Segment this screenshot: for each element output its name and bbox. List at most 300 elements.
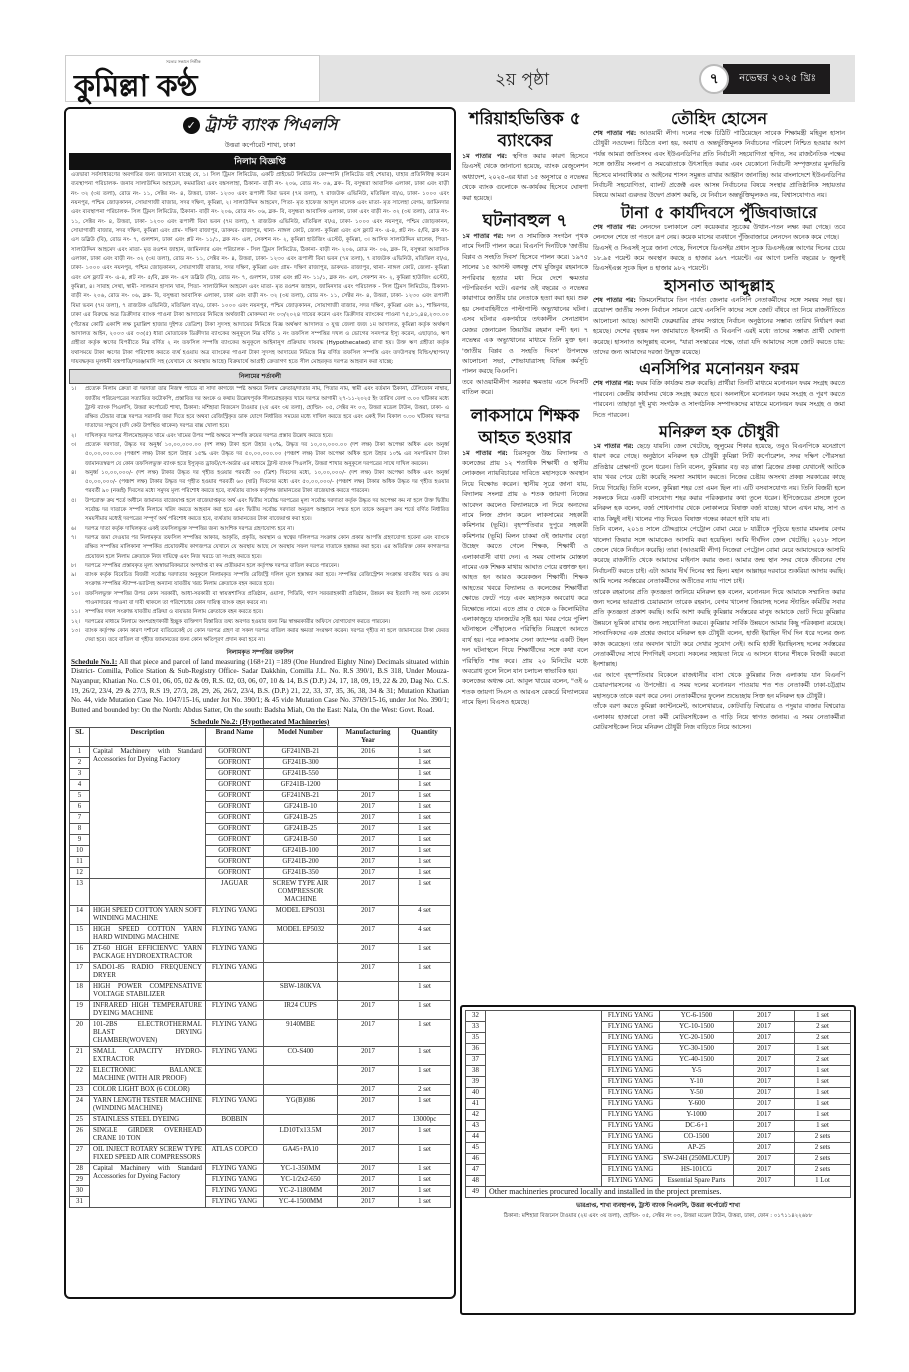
table-row	[70, 1163, 451, 1174]
condition-item	[69, 469, 451, 497]
cell-sl: 36	[466, 1044, 486, 1055]
cell-quantity: 1 set	[399, 1019, 451, 1046]
col-description: Description	[90, 727, 206, 746]
cell-quantity: 2 sets	[795, 1154, 851, 1165]
headline: তৌহিদ হোসেন	[670, 109, 768, 128]
article-body-2: তিনি বলেন, ২০১৪ সালে চৌদ্দগ্রামে পেট্রোল বোমা মেরে ৮ যাত্রীকে পুড়িয়ে হত্যার মামলায় বেগম খালেদা জিয়ার সঙ্গে আমাকেও আসামি করা হয়েছিল। আমি দীর্ঘদিন জেল খেটেছি। ২০১৮ সালে জেলে থেকে নির্বাচন করেছি। তারা (আওয়ামী লীগ) নিজেরা পেট্রোল বোমা মেরে আমাদেরকে আসামি করেছে রাজনীতি থেকে আমাদের মাইনাস করার জন্য। আমার জন্ম স্থান সদর থেকে জীবনের শেষ নির্বাচনটি করতে চাই। এটা আমার দীর্ঘ দিনের স্বপ্ন ছিল। মহান আল্লাহর দরবারে শুকরিয়া আদায় করছি। আমি দলের সর্বস্তরের নেতাকর্মীদের অতীতের ন্যায় পাশে চাই।	[593, 526, 845, 586]
cell-quantity: 1 set	[795, 1099, 851, 1110]
cell-brand: GOFRONT	[206, 768, 264, 779]
cell-year: 2017	[338, 962, 399, 981]
condition-number: ৯।	[71, 572, 77, 579]
machinery-table-continued	[460, 1005, 856, 1315]
cell-year	[338, 779, 399, 790]
cell-model: YC-2-1180MM	[264, 1185, 338, 1196]
cell-year: 2017	[338, 812, 399, 823]
condition-number: ১২।	[71, 618, 80, 625]
cell-brand: FLYING YANG	[602, 1154, 660, 1165]
cell-model: GF241B-100	[264, 845, 338, 856]
article-monirul-haque	[593, 421, 845, 733]
cell-model: Y-10	[660, 1077, 734, 1088]
cell-sl: 41	[466, 1099, 486, 1110]
cell-sl: 8	[70, 823, 90, 834]
cell-quantity: 1 set	[399, 1185, 451, 1196]
masthead	[65, 55, 855, 102]
cell-model: SCREW TYPE AIR COMPRESSOR MACHINE	[264, 878, 338, 905]
cell-year: 2017	[338, 1144, 399, 1163]
article-body-2: তবে আওয়ামীলীগ সরকার ক্ষমতায় এসে দিবসটি বাতিল করে।	[462, 378, 588, 397]
cell-model: GF241B-550	[264, 768, 338, 779]
cell-sl: 28	[70, 1163, 90, 1174]
cell-model: MODEL EP5032	[264, 924, 338, 943]
cell-sl: 19	[70, 1000, 90, 1019]
cell-sl: 42	[466, 1110, 486, 1121]
logo-text: কুমিল্লা কণ্ঠ	[74, 69, 197, 104]
condition-number: ৩।	[71, 442, 77, 448]
cell-quantity: 1 set	[399, 943, 451, 962]
cell-sl: 10	[70, 845, 90, 856]
cell-model: MODEL EPSO31	[264, 905, 338, 924]
cell-brand: GOFRONT	[206, 801, 264, 812]
condition-text: প্রত্যেক দরদাতা, উদ্ধৃত দর অনুর্ধ্ব ১০,০০,০০০.০০ (দশ লক্ষ) টাকা হলে উহার ২০%, উদ্ধৃত দর ১০,০০,০০০.০০ (দশ লক্ষ) টাকা অপেক্ষা অধিক এবং অনুর্ধ্ব ৫০,০০,০০০.০০ (পঞ্চাশ লক্ষ) টাকা হলে উহার ১৫% এবং উদ্ধৃত দর ৫০,০০,০০০.০০ (পঞ্চাশ লক্ষ) টাকা অপেক্ষা অধিক হলে উহার ১০% এর সমপরিমাণ টাকা জামানতস্বরূপ যে কোন তফসিলভুক্ত ব্যাংক হতে ইস্যুকৃত ড্রাফট/পে-অর্ডার এর মাধ্যমে ট্রাস্ট ব্যাংক পিএলসি, উত্তরা শাখার অনুকূলে দরপত্রের সাথে দাখিল করবেন।	[85, 442, 449, 467]
cell-model: YC-6-1500	[660, 1011, 734, 1022]
cell-brand: GOFRONT	[206, 779, 264, 790]
cell-quantity: 1 set	[399, 768, 451, 779]
cell-sl: 38	[466, 1066, 486, 1077]
cell-model	[264, 1065, 338, 1084]
bank-name: ট্রাস্ট ব্যাংক পিএলসি	[204, 115, 338, 134]
cell-year: 2017	[338, 801, 399, 812]
bank-header	[69, 112, 451, 151]
cell-model: GF241B-200	[264, 856, 338, 867]
bank-branch: উত্তরা কর্পোরেট শাখা, ঢাকা	[224, 141, 296, 149]
condition-item	[69, 571, 451, 590]
cell-model: YC-1/2x2-650	[264, 1174, 338, 1185]
cell-model: YC-30-1500	[660, 1044, 734, 1055]
issue-date	[699, 63, 830, 95]
cell-brand: GOFRONT	[206, 757, 264, 768]
cell-description: Capital Machinery with Standard Accessories for Dyeing Factory	[90, 1163, 206, 1207]
cell-brand: JAGUAR	[206, 878, 264, 905]
cell-model: GF241B-350	[264, 867, 338, 878]
cell-model: HS-101CG	[660, 1165, 734, 1176]
cell-year: 2017	[338, 1174, 399, 1185]
cell-model: YG(B)086	[264, 1095, 338, 1114]
cell-model: YC-40-1500	[660, 1055, 734, 1066]
cell-brand: FLYING YANG	[602, 1176, 660, 1187]
schedule-1-text: All that piece and parcel of land measuring (168+21) =189 (One Hundred Eighty Nine) Decimals situated within District- Comilla, Police Station & Sub-Registry Office- Sadar Dakkhin, Comilla J.L. No. R.S 390/1, B.S 318, Under Mouza- Nayanpur, Khatian No. C.S 01, 06, 05, 02 & 09, R.S. 02, 03, 06, 07, 10 & 14, B.S (D.P.) 24, 17, 18, 09, 19, 22 & 20, Dag No. C.S. 19, 26/2, 23/4, 29 & 27/3, R.S 19, 27/3, 28, 29, 26, 26/2, 23/4, B.S. (D.P.) 21, 22, 33, 37, 35, 36, 38, 34 & 31; Mutation Khatian No. 44, vide Mutation Case No. 1047/15-16, under Jot No. 390/1; & 45 vide Mutation Case No. 3769/15-16, under Jot No. 390/1; Butted and bounded by: On the North: Abdus Satter, On the south: Badsha Miah, On the East: Nala, On the West: Govt. Road.	[71, 657, 449, 715]
cell-brand: FLYING YANG	[206, 1019, 264, 1046]
condition-number: ৭।	[71, 534, 77, 541]
notice-title: নিলাম বিজ্ঞপ্তি	[69, 153, 451, 170]
article-stock-market	[593, 202, 845, 275]
cell-model: CO-S400	[264, 1046, 338, 1065]
cell-sl: 7	[70, 812, 90, 823]
cell-brand: GOFRONT	[206, 746, 264, 757]
cell-description: HIGH POWER COMPENSATIVE VOLTAGE STABILIZER	[90, 981, 206, 1000]
cell-quantity: 1 set	[399, 790, 451, 801]
cell-year: 2017	[338, 1046, 399, 1065]
cell-brand: FLYING YANG	[602, 1033, 660, 1044]
cell-quantity: 1 set	[399, 757, 451, 768]
machinery-table-2	[465, 1010, 851, 1198]
cell-quantity: 1 set	[399, 823, 451, 834]
cell-sl: 35	[466, 1033, 486, 1044]
cell-quantity: 1 set	[399, 1000, 451, 1019]
cell-brand	[206, 1065, 264, 1084]
cell-brand	[206, 1125, 264, 1144]
cell-model: GF241NB-21	[264, 790, 338, 801]
cell-quantity: 1 set	[399, 1174, 451, 1185]
cell-year: 2017	[338, 1125, 399, 1144]
cell-quantity: 2 set	[795, 1055, 851, 1066]
cell-year: 2017	[338, 790, 399, 801]
condition-number: ৮।	[71, 562, 77, 569]
condition-text: দরপত্র দাতা কর্তৃক দাখিলকৃত একই তফসিলভুক্ত সম্পত্তির জন্য আংশিক দরপত্র গ্রহণযোগ্য হবে না।	[85, 525, 294, 532]
cell-sl: 26	[70, 1125, 90, 1144]
cell-brand	[206, 1084, 264, 1095]
cell-brand: FLYING YANG	[602, 1110, 660, 1121]
cell-description: Capital Machinery with Standard Accessories for Dyeing Factory	[90, 746, 206, 878]
cell-sl: 4	[70, 779, 90, 790]
article-body: শেষ পাতার পর: লেনদেন চলাকালে বেশ কয়েকবার সূচকের উত্থান-পতন লক্ষ্য করা গেছে। তবে লেনদেন শেষে তা পতনে রূপ নেয়। কয়েক মাসের ব্যবধানে পুঁজিবাজারে লেনদেন অনেক কমে গেছে।	[593, 223, 845, 242]
cell-model: Y-1000	[660, 1110, 734, 1121]
condition-item	[69, 497, 451, 525]
cell-quantity: 1 set	[399, 834, 451, 845]
cell-description: HIGH SPEED COTTON YARN HARD WINDING MACHINE	[90, 924, 206, 943]
cell-sl: 40	[466, 1088, 486, 1099]
cell-brand: FLYING YANG	[602, 1011, 660, 1022]
cell-model: GF241NB-21	[264, 746, 338, 757]
cell-model: SW-24H (250ML/CUP)	[660, 1154, 734, 1165]
cell-brand: GOFRONT	[206, 845, 264, 856]
cell-sl: 24	[70, 1095, 90, 1114]
table-row	[70, 878, 451, 905]
conditions-title: নিলামের শর্তাবলী	[69, 369, 451, 384]
cell-brand: FLYING YANG	[206, 905, 264, 924]
cell-quantity: 1 set	[399, 962, 451, 981]
cell-quantity: 2 sets	[795, 1165, 851, 1176]
cell-sl: 11	[70, 856, 90, 867]
condition-text: অনুর্ধ্ব ১০,০০,০০০/- (দশ লক্ষ) টাকার উদ্ধৃত দর গৃহীত হওয়ার পরবর্তী ৩০ (ত্রিশ) দিবসের মধ্যে, ১০,০০,০০০/- (দশ লক্ষ) টাকা অপেক্ষা অধিক এবং অনুর্ধ্ব ৫০,০০,০০০/- (পঞ্চাশ লক্ষ) টাকার উদ্ধৃত দর গৃহীত হওয়ার পরবর্তী ৬০ (ষাট) দিবসের মধ্যে এবং ৫০,০০,০০০/- (পঞ্চাশ লক্ষ) টাকার অধিক উদ্ধৃত দর গৃহীত হওয়ার পরবর্তী ৯০ (নব্বই) দিবসের মধ্যে সমুদয় মূল্য পরিশোধ করতে হবে, ব্যর্থতায় ব্যাংক কর্তৃপক্ষ জামানতের টাকা বাজেয়াপ্ত করতে পারবেন।	[85, 469, 449, 495]
cell-quantity: 1 set	[399, 1065, 451, 1084]
cell-model: CO-1500	[660, 1132, 734, 1143]
condition-number: ২।	[71, 432, 77, 439]
cell-year: 2017	[734, 1132, 795, 1143]
cell-year: 2017	[734, 1176, 795, 1187]
cell-quantity: 1 set	[795, 1044, 851, 1055]
cell-brand: GOFRONT	[206, 790, 264, 801]
cell-sl: 49	[466, 1187, 486, 1198]
cell-quantity: 2 sets	[795, 1143, 851, 1154]
table-row	[70, 1144, 451, 1163]
cell-brand: FLYING YANG	[206, 962, 264, 981]
cell-brand: FLYING YANG	[206, 1046, 264, 1065]
table-row	[70, 1095, 451, 1114]
cell-model: YC-4-1500MM	[264, 1196, 338, 1207]
schedule-1	[69, 658, 451, 716]
cell-brand: FLYING YANG	[206, 1163, 264, 1174]
condition-number: ১০।	[71, 590, 80, 597]
cell-year: 2017	[338, 924, 399, 943]
cell-brand: GOFRONT	[206, 867, 264, 878]
headline: লাকসামে শিক্ষক আহত হওয়ার	[470, 405, 580, 448]
article-shariah-banks	[462, 108, 588, 204]
condition-text: প্রত্যেক নিলাম ক্রেতা বা দরদাতা তার নিজস্ব প্যাডে বা সাদা কাগজে স্পষ্ট অক্ষরে নিলাম ক্রেতার/দাতার নাম, পিতার নাম, স্বামী এবং বর্তমান ঠিকানা, টেলিফোন নাম্বার, জাতীয় পরিচয়পত্রের সত্যায়িত ফটোকপি, প্রস্তাবিত দর অংকে ও কথায় উল্লেখপূর্বক সীলমোহরকৃত খামে দরপত্র আগামী ২৭-১১-২০২৫ ইং তারিখ বেলা ৩.০০ ঘটিকার মধ্যে ট্রাস্ট ব্যাংক পিএলসি, উত্তরা কর্পোরেট শাখা, ঠিকানা: মশিহারা বিজনেস টাওয়ার (২য় এবং ৩য় তলা), হোল্ডিং- ০৫, সেক্টর নং ০৩, উত্তরা মডেল টাউন, উত্তরা, ঢাকা- এ রক্ষিত টেন্ডার বাক্সে দরপত্র সরাসরি জমা দিতে হবে অথবা রেজিস্ট্রিকৃত ডাক যোগে নির্ধারিত সময়ের মধ্যে দাখিল করতে হবে এবং একই দিন বিকাল ৩.৩০ ঘটিকায় দরপত্র দাতাদের সম্মুখে (যদি কেউ উপস্থিত থাকেন) দরপত্র বাক্স খোলা হবে।	[85, 386, 449, 430]
cell-model: DC-6+1	[660, 1121, 734, 1132]
cell-model: AP-25	[660, 1143, 734, 1154]
condition-number: ৪।	[71, 469, 77, 476]
cell-year: 2017	[338, 905, 399, 924]
cell-brand: FLYING YANG	[206, 943, 264, 962]
cell-quantity: 2 sets	[795, 1132, 851, 1143]
cell-description: SADO1-85 RADIO FREQUENCY DRYER	[90, 962, 206, 981]
cell-sl: 33	[466, 1022, 486, 1033]
cell-brand	[206, 981, 264, 1000]
cell-description: INFRARED HIGH TEMPERATURE DYEING MACHINE	[90, 1000, 206, 1019]
cell-quantity: 13000pc	[399, 1114, 451, 1125]
cell-brand: FLYING YANG	[602, 1088, 660, 1099]
cell-model: IR24 CUPS	[264, 1000, 338, 1019]
cell-quantity: 1 set	[399, 1196, 451, 1207]
cell-quantity: 1 set	[399, 801, 451, 812]
headline: মনিরুল হক চৌধুরী	[659, 421, 779, 441]
cell-sl: 12	[70, 867, 90, 878]
article-touhid-hossain	[593, 108, 845, 202]
cell-year: 2017	[338, 823, 399, 834]
cell-brand: FLYING YANG	[602, 1165, 660, 1176]
condition-text: তফসিলভুক্ত সম্পত্তির উপর কোন সরকারী, আধা-সরকারী বা স্বায়ত্তশাসিত প্রতিষ্ঠান, ওয়াসা, পিডিবি, গ্যাস সরবরাহকারী প্রতিষ্ঠান, উন্নয়ন কর ইত্যাদি সহ অন্য যেকোন পাওনাদারের পাওনা বা দাবী থাকলে তা পরিশোধের কোন দায়িত্ব ব্যাংক বহন করবে না।	[85, 590, 449, 607]
cell-sl: 15	[70, 924, 90, 943]
cell-model	[264, 1114, 338, 1125]
cell-sl: 46	[466, 1154, 486, 1165]
newspaper-logo[interactable]	[65, 55, 320, 102]
cell-quantity: 4 set	[399, 905, 451, 924]
cell-year: 2017	[338, 1000, 399, 1019]
cell-quantity: 1 set	[795, 1011, 851, 1022]
machinery-table	[69, 727, 451, 1208]
cell-brand: FLYING YANG	[602, 1143, 660, 1154]
cell-description: 101-2BS ELECTROTHERMAL BLAST DRYING CHAMBER(WOVEN)	[90, 1019, 206, 1046]
cell-brand: FLYING YANG	[206, 1000, 264, 1019]
cell-sl: 2	[70, 757, 90, 768]
cell-sl: 1	[70, 746, 90, 757]
headline: ঘটনাবহুল ৭	[482, 211, 568, 232]
table-row	[70, 1065, 451, 1084]
cell-year: 2017	[338, 943, 399, 962]
cell-brand: FLYING YANG	[206, 1095, 264, 1114]
cell-description: HIGH SPEED COTTON YARN SOFT WINDING MACHINE	[90, 905, 206, 924]
schedule-2-title: Schedule No.2: (Hypothecated Machineries)	[190, 716, 330, 726]
table-row	[70, 943, 451, 962]
headline: শরিয়াহভিত্তিক ৫ ব্যাংকের	[469, 109, 581, 151]
table-row	[70, 1046, 451, 1065]
cell-model: GF241B-25	[264, 812, 338, 823]
cell-sl: 16	[70, 943, 90, 962]
table-header-row	[70, 727, 451, 746]
cell-quantity: 2 set	[795, 1022, 851, 1033]
cell-description: SINGLE GIRDER OVERHEAD CRANE 10 TON	[90, 1125, 206, 1144]
article-body: ১ম পাতার পর: ছেড়ে যায়নি। জেল খেটেছে, জুলুমের শিকার হয়েছে, তবুও বিএনপিকে মনেপ্রাণে ধারণ করে গেছে। অনুষ্ঠানে মনিরুল হক চৌধুরী কুমিল্লা সিটি কর্পোরেশন, সদর দক্ষিণ পৌরসভা প্রতিষ্ঠার প্রেক্ষাপট তুলে ধরেন। তিনি বলেন, কুমিল্লার বড় বড় রাস্তা ব্রিজের প্রকল্প যেখানেই আটকে যায় খবর পেয়ে চেষ্টা করেছি সমস্যা সমাধান করতে। নিজের চেষ্টায় অসংখ্য প্রকল্প সরকারের কাছে নিয়ে গিয়েছি। তিনি বলেন, কুমিল্লা শহর তো এমন ছিল না। এটি বসবাসযোগ্য নয়। তিনি বিজয়ী হলে সকলকে নিয়ে একটি বাসযোগ্য শহর করার পরিকল্পনার কথা তুলে ধরেন। ইপিজেডের প্রসঙ্গে তুলে মনিরুল হক বলেন, বর্জ্য শোধনাগার থেকে লোকালয়ে বিষাক্ত বর্জ্য যাচ্ছে। খালে এখন মাছ, সাপ ও ব্যাঙ কিছুই নাই। খালের পাড় দিয়েও বিষাক্ত গন্ধের কারণে হাটা যায় না।	[593, 442, 845, 523]
cell-brand: FLYING YANG	[206, 1185, 264, 1196]
condition-number: ১।	[71, 386, 77, 393]
article-body-2: কলেজের অধ্যক্ষ মো. আবুল খায়ের বলেন, "ওই ৬ শতক জায়গা সিএস ও আরএস রেকর্ডে বিদ্যালয়ের নামে ছিল। বিএসও হয়েছে।	[462, 678, 588, 707]
cell-year: 2017	[734, 1055, 795, 1066]
table-row	[70, 924, 451, 943]
cell-year: 2017	[734, 1099, 795, 1110]
cell-sl: 20	[70, 1019, 90, 1046]
article-ncp-nomination	[593, 358, 845, 421]
cell-brand: FLYING YANG	[602, 1077, 660, 1088]
cell-quantity: 1 Lot	[795, 1176, 851, 1187]
cell-sl: 5	[70, 790, 90, 801]
cell-sl: 23	[70, 1084, 90, 1095]
cell-year: 2017	[338, 1163, 399, 1174]
cell-brand: FLYING YANG	[602, 1132, 660, 1143]
cell-year: 2017	[338, 1065, 399, 1084]
cell-year: 2017	[734, 1044, 795, 1055]
table-row	[70, 746, 451, 757]
cell-quantity: 1 set	[399, 779, 451, 790]
cell-year: 2017	[734, 1033, 795, 1044]
cell-sl: 13	[70, 878, 90, 905]
cell-description	[90, 878, 206, 905]
cell-model: GF241B-50	[264, 834, 338, 845]
cell-sl: 6	[70, 801, 90, 812]
cell-sl: 3	[70, 768, 90, 779]
cell-quantity: 1 set	[399, 812, 451, 823]
table-row	[466, 1187, 851, 1198]
schedule-1-label: Schedule No.1:	[71, 657, 118, 666]
cell-year: 2017	[338, 834, 399, 845]
cell-model	[264, 1084, 338, 1095]
cell-model: 9140MBE	[264, 1019, 338, 1046]
cell-brand: GOFRONT	[206, 834, 264, 845]
cell-description: OIL INJECT ROTARY SCREW TYPE FIXED SPEED AIR COMPRESSORS	[90, 1144, 206, 1163]
cell-sl: 30	[70, 1185, 90, 1196]
cell-description: STAINLESS STEEL DYEING	[90, 1114, 206, 1125]
cell-year: 2017	[734, 1066, 795, 1077]
cell-brand: FLYING YANG	[206, 924, 264, 943]
cell-quantity: 1 set	[399, 981, 451, 1000]
cell-model: YC-20-1500	[660, 1033, 734, 1044]
col-brand: Brand Name	[206, 727, 264, 746]
cell-quantity: 1 set	[399, 867, 451, 878]
cell-brand: GOFRONT	[206, 823, 264, 834]
headline: হাসনাত আব্দুল্লাহ	[664, 275, 774, 295]
condition-text: দরপত্রে সম্পত্তির প্রস্তাবকৃত মূল্য অস্বাভাবিকভাবে অপর্যাপ্ত বা কম প্রতীয়মান হলে কর্তৃপক্ষ দরপত্র বাতিল করতে পারবেন।	[85, 562, 339, 569]
article-laksam-teacher	[462, 405, 588, 709]
table-row	[70, 1114, 451, 1125]
article-body-2: ডিএসই ও সিএসই সূত্রে জানা গেছে, দিনশেষে ডিএসইর প্রধান সূচক ডিএসইএক্স আগের দিনের চেয়ে ১৮.৯৫ পয়েন্ট কমে অবস্থান করছে ৪ হাজার ৯৬৭ পয়েন্টে। এর আগে চলতি বছরের ৮ জুলাই ডিএসইএক্স সূচক ছিল ৪ হাজার ৯৮২ পয়েন্টে।	[593, 244, 845, 273]
cell-description	[486, 1011, 602, 1187]
article-body: শেষ পাতার পর: জিমনেশিয়ামে তিন পার্বত্য জেলার এনসিপি নেতাকর্মীদের সঙ্গে সমন্বয় সভা হয়। ত্রয়োদশ জাতীয় সংসদ নির্বাচন সামনে রেখে এনসিপি কাদের সঙ্গে জোট বাঁধবে তা নিয়ে রাজনীতিতে আলোচনা আছে। আগামী ফেব্রুয়ারির প্রথম সপ্তাহে নির্বাচন অনুষ্ঠানের সম্ভাব্য তারিখ নির্ধারণ করা হয়েছে। দেশের বৃহত্তম দল জামায়াতে ইসলামী ও বিএনপি এরই মধ্যে তাদের সম্ভাব্য প্রার্থী ঘোষণা করেছে। হাসনাত আব্দুল্লাহ বলেন, "যারা সংস্কারের পক্ষে, তারা যদি আমাদের সঙ্গে জোট করতে চায়: তাদের জন্য আমাদের দরজা উন্মুক্ত রয়েছে।	[593, 296, 845, 356]
cell-brand: ATLAS COPCO	[206, 1144, 264, 1163]
cell-model: Essential Spare Parts	[660, 1176, 734, 1187]
condition-text: সম্পত্তির দখল সংক্রান্ত যাবতীয় প্রক্রিয়া ও ব্যয়ভার নিলাম ক্রেতাকে বহন করতে হবে।	[85, 609, 264, 616]
condition-item	[69, 534, 451, 562]
cell-quantity: 1 set	[399, 856, 451, 867]
right-column	[593, 108, 845, 733]
cell-year: 2017	[338, 1114, 399, 1125]
condition-item	[69, 627, 451, 646]
cell-brand: FLYING YANG	[602, 1066, 660, 1077]
cell-brand: FLYING YANG	[602, 1121, 660, 1132]
cell-quantity: 1 set	[795, 1110, 851, 1121]
cell-brand: FLYING YANG	[206, 1196, 264, 1207]
condition-text: ব্যাংক কর্তৃপক্ষ কোন কারণ দর্শানো ব্যতিরেকেই যে কোন দরপত্র গ্রহণ বা সকল দরপত্র বাতিল করার ক্ষমতা সংরক্ষণ করেন। দরপত্র গৃহীত না হলে জামানতের টাকা ফেরত দেয়া হবে। তবে বাতিল বা গৃহীত জামানতের জন্য কোন ক্ষতিপূরণ প্রদান করা হবে না।	[85, 627, 449, 644]
cell-sl: 21	[70, 1046, 90, 1065]
cell-description: Other machineries procured locally and installed in the project premises.	[486, 1187, 851, 1198]
cell-year	[338, 768, 399, 779]
cell-sl: 31	[70, 1196, 90, 1207]
table-row	[70, 962, 451, 981]
middle-column	[462, 108, 588, 709]
cell-sl: 43	[466, 1121, 486, 1132]
cell-model: Y-600	[660, 1099, 734, 1110]
condition-number: ৬।	[71, 525, 77, 532]
article-hasnat-abdullah	[593, 275, 845, 358]
cell-brand: GOFRONT	[206, 812, 264, 823]
condition-item	[69, 441, 451, 469]
cell-year	[338, 981, 399, 1000]
cell-year: 2017	[338, 1019, 399, 1046]
cell-model: YC-10-1500	[660, 1022, 734, 1033]
cell-brand: BOBBIN	[206, 1114, 264, 1125]
condition-item	[69, 525, 451, 534]
cell-model: GA45+PA10	[264, 1144, 338, 1163]
cell-model: Y-50	[660, 1088, 734, 1099]
cell-brand: FLYING YANG	[206, 1174, 264, 1185]
article-body: ১ম পাতার পর: স্থগিত করার কারণ হিসেবে ডিএসই থেকে জানানো হয়েছে, ব্যাংক রেজুলেশন অধ্যাদেশ, ২০২৫-এর ধারা ১৫ অনুসারে ৫ নভেম্বর থেকে ব্যাংক গুলোকে অ-কার্যকর হিসেবে ঘোষণা করা হয়েছে।	[462, 153, 589, 202]
branch-address: ঠিকানা: মশিহারা বিজনেস টাওয়ার (২য় এবং ৩য় তলা), হোল্ডিং- ০৫, সেক্টর নং ০৩, উত্তরা মডেল টাউন, উত্তরা, ঢাকা, ফোন : ০১৭১১৪২২৬৮৮	[503, 1213, 813, 1219]
cell-brand: GOFRONT	[206, 856, 264, 867]
cell-model: YC-1-350MM	[264, 1163, 338, 1174]
signatory: ভারপ্রাপ্ত, শাখা ব্যবস্থাপক, ট্রাস্ট ব্যাংক পিএলসি, উত্তরা কর্পোরেট শাখা	[576, 1203, 740, 1209]
article-body: ১ম পাতার পর: দল ও সামাজিক সংগঠন পৃথক নামে দিনটি পালন করে। বিএনপি দিনটিকে 'জাতীয় বিপ্লব ও সংহতি দিবস' হিসেবে পালন করে। ১৯৭৫ সালের ১৫ আগস্ট বঙ্গবন্ধু শেখ মুজিবুর রহমানকে সপরিবার হত্যার মধ্য দিয়ে দেশে ক্ষমতার পটপরিবর্তন ঘটে। এরপর ওই বছরের ৩ নভেম্বর কারাগারে জাতীয় চার নেতাকে হত্যা করা হয়। শুরু হয় সেনাবাহিনীতে পাল্টাপাল্টি অভ্যুত্থানের ঘটনা। এসব ঘটনার একপর্যায়ে তৎকালীন সেনাপ্রধান মেজর জেনারেল জিয়াউর রহমান বন্দী হন। ৭ নভেম্বর এক অভ্যুত্থানের মাধ্যমে তিনি মুক্ত হন। 'জাতীয় বিপ্লব ও সংহতি দিবস' উপলক্ষে আলোচনা সভা, শোভাযাত্রাসহ বিভিন্ন কর্মসূচি পালন করছে বিএনপি।	[462, 233, 589, 376]
cell-quantity: 2 set	[399, 1084, 451, 1095]
condition-number: ১১।	[71, 609, 80, 616]
cell-year: 2017	[338, 1084, 399, 1095]
cell-sl: 27	[70, 1144, 90, 1163]
cell-year: 2017	[338, 856, 399, 867]
cell-year: 2017	[734, 1121, 795, 1132]
cell-year: 2017	[338, 1185, 399, 1196]
issue-day: ৭	[699, 64, 729, 94]
cell-quantity: 1 set	[795, 1077, 851, 1088]
cell-quantity: 1 set	[399, 845, 451, 856]
condition-item	[69, 385, 451, 431]
cell-quantity: 1 set	[399, 1046, 451, 1065]
condition-text: ব্যাংক কর্তৃক বিবেচিত বিজয়ী সর্বোচ্চ দরদাতার অনুকূলে নিলামকৃত সম্পত্তি রেজিস্ট্রি দলিল মূলে হস্তান্তর করা হবে। সম্পত্তির রেজিস্ট্রেশন সংক্রান্ত যাবতীয় খরচ ও ক্রয় সংক্রান্ত সম্পত্তির স্ট্যাম্প-ভ্যাটসহ অন্যান্য যাবতীয় খরচ নিলাম ক্রেতাকে বহন করতে হবে।	[85, 572, 449, 588]
col-year: Manufacturing Year	[338, 727, 399, 746]
cell-sl: 18	[70, 981, 90, 1000]
cell-year: 2017	[734, 1110, 795, 1121]
cell-quantity: 1 set	[399, 1144, 451, 1163]
table-row	[70, 1125, 451, 1144]
cell-sl: 37	[466, 1055, 486, 1066]
cell-description: COLOR LIGHT BOX (6 COLOR)	[90, 1084, 206, 1095]
cell-model: GF241B-300	[264, 757, 338, 768]
table-row	[70, 905, 451, 924]
col-quantity: Quantity	[399, 727, 451, 746]
cell-sl: 32	[466, 1011, 486, 1022]
article-body-5: তাঁকে বরণ করতে কুমিল্লা ক্যান্টনমেন্ট, আলেখারচর, কোটবাড়ি বিশ্বরোড ও পদুয়ার বাজার বিশ্বরোড এলাকায় হাজারো নেতা কর্মী মোটরসাইকেল ও গাড়ি নিয়ে স্বাগত জানায়। এ সময় নেতাকর্মীরা মোটরসাইকেল নিয়ে মনিরুল চৌধুরী নিজ বাড়িতে নিয়ে আসেন।	[593, 703, 845, 731]
cell-year: 2017	[734, 1088, 795, 1099]
condition-text: উপরোক্ত ক্রয় শর্তে অধীনে জামানত বাজেয়াপ্ত হলে বাজেয়াপ্তকৃত অর্থ এবং দ্বিতীয় সর্বোচ্চ দরপত্রের মূল্য সর্বোচ্চ দরদাতা কর্তৃক উদ্ধৃত দর অপেক্ষা কম না হলে উক্ত দ্বিতীয় সর্বোচ্চ দর দাতাকে সম্পত্তি নিলামে খরিদ করতে আহবান করা হবে এবং দ্বিতীয় সর্বোচ্চ দরদাতা অনুরূপ আহ্বানে সম্মত হলে তাকে অনুরূপ ক্রয় শর্তে বর্ণিত নির্ধারিত সময়সীমার মধ্যেই দরপত্রের সম্পূর্ণ অর্থ পরিশোধ করতে হবে, ব্যর্থতায় জামানতের টাকা বাজেয়াপ্ত করা হবে।	[85, 497, 449, 523]
cell-description: SMALL CAPACITY HYDRO-EXTRACTOR	[90, 1046, 206, 1065]
condition-number: ৫।	[71, 497, 77, 504]
issue-month-year: নভেম্বর ২০২৫ খ্রিঃ	[723, 64, 830, 94]
